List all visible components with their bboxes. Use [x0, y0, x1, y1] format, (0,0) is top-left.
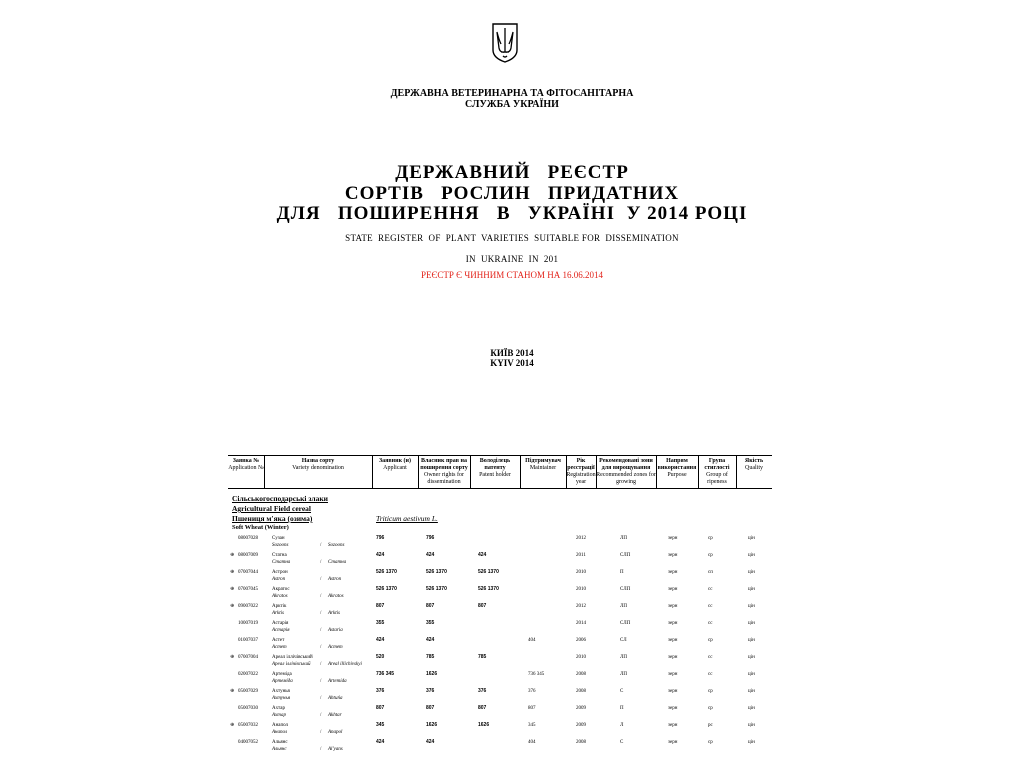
validity-status-note: РЕЄСТР Є ЧИННИМ СТАНОМ НА 16.06.2014 [420, 270, 604, 280]
cell-latname: Aстет [328, 645, 343, 650]
table-row [228, 722, 772, 739]
cell-zone: ЛП [620, 672, 628, 677]
cell-zone: ЛП [620, 655, 628, 660]
cell-zone: СЛП [620, 621, 631, 626]
cell-grp: ср [708, 689, 713, 694]
register-title-line3: ДЛЯ ПОШИРЕННЯ В УКРАЇНІ У 2014 РОЦІ [276, 203, 748, 224]
cell-name: Анапол [272, 723, 289, 728]
city-year-en: KYIV 2014 [490, 358, 534, 368]
cell-mnt: 807 [528, 706, 536, 711]
crop-title-en: Soft Wheat (Winter) [232, 524, 289, 531]
cell-grp: сс [708, 672, 713, 677]
table-row [228, 671, 772, 688]
cell-grp: сс [708, 655, 713, 660]
name-separator: / [320, 713, 322, 718]
cell-app: 01007037 [238, 638, 258, 643]
cell-mnt: 736 345 [528, 672, 545, 677]
cell-grp: сс [708, 621, 713, 626]
cell-name: Альянс [272, 740, 288, 745]
cell-own: 526 1370 [426, 569, 447, 575]
cell-pat: 424 [478, 552, 487, 558]
table-row [228, 603, 772, 620]
cell-name: Астарія [272, 621, 289, 626]
english-subtitle-line2: IN UKRAINE IN 201 [465, 254, 559, 264]
cell-name: Ахтар [272, 706, 285, 711]
city-year-ua: КИЇВ 2014 [490, 348, 534, 358]
cell-purp: зерн [668, 638, 678, 643]
cell-name: Ахтунья [272, 689, 290, 694]
table-row [228, 535, 772, 552]
cell-lat: Sozoons [272, 543, 289, 548]
cell-own: 1626 [426, 671, 438, 677]
cell-pat: 807 [478, 603, 487, 609]
cell-appl: 526 1370 [376, 586, 397, 592]
cell-qual: цін [748, 621, 755, 626]
cell-app: 05007032 [238, 723, 258, 728]
table-row [228, 654, 772, 671]
cell-latname: Anapol [328, 730, 343, 735]
cell-zone: П [620, 706, 624, 711]
cell-lat: Ареал іллічівський [272, 662, 311, 667]
cell-name: Арктік [272, 604, 287, 609]
column-header-variety: Назва сорту Variety denomination [292, 458, 344, 471]
cell-yr: 2012 [576, 604, 586, 609]
cell-yr: 2006 [576, 638, 586, 643]
cell-app: 09007022 [238, 604, 258, 609]
name-separator: / [320, 730, 322, 735]
column-header-purpose: Напрям використання Purpose [657, 458, 697, 478]
cell-pat: 526 1370 [478, 586, 499, 592]
cell-yr: 2010 [576, 570, 586, 575]
cell-lat: Альянс [272, 747, 287, 752]
cell-grp: сп [708, 570, 713, 575]
section-title-en: Agricultural Field cereal [232, 504, 312, 513]
name-separator: / [320, 594, 322, 599]
cell-purp: зерн [668, 740, 678, 745]
cell-yr: 2011 [576, 553, 586, 558]
cell-latname: Ahtuńa [328, 696, 343, 701]
cell-app: 08007028 [238, 536, 258, 541]
name-separator: / [320, 560, 322, 565]
cell-mark: ⊕ [230, 689, 235, 694]
cell-lat: Ахтар [272, 713, 286, 718]
cell-latname: Akhtar [328, 713, 342, 718]
cell-appl: 520 [376, 654, 385, 660]
column-header-owner: Власник прав на поширення сорту Owner rights for dissemination [420, 458, 468, 485]
column-header-year: Рік реєстрації Registration year [566, 458, 596, 485]
cell-qual: цін [748, 655, 755, 660]
cell-latname: Areal illichivskyi [328, 662, 362, 667]
cell-grp: сс [708, 604, 713, 609]
cell-zone: СЛП [620, 553, 631, 558]
cell-yr: 2012 [576, 536, 586, 541]
cell-app: 05007030 [238, 706, 258, 711]
table-top-rule [228, 455, 772, 456]
cell-qual: цін [748, 740, 755, 745]
cell-purp: зерн [668, 536, 678, 541]
cell-qual: цін [748, 723, 755, 728]
cell-purp: зерн [668, 655, 678, 660]
cell-yr: 2010 [576, 587, 586, 592]
cell-purp: зерн [668, 723, 678, 728]
cell-zone: С [620, 689, 624, 694]
cell-latname: Sozoons [328, 543, 345, 548]
cell-zone: ЛП [620, 536, 628, 541]
name-separator: / [320, 611, 322, 616]
cell-yr: 2008 [576, 689, 586, 694]
cell-pat: 807 [478, 705, 487, 711]
section-title-ua: Сільськогосподарські злаки [232, 494, 328, 503]
table-row [228, 586, 772, 603]
cell-pat: 1626 [478, 722, 490, 728]
table-row [228, 620, 772, 637]
cell-zone: СЛ [620, 638, 627, 643]
cell-appl: 807 [376, 705, 385, 711]
column-header-application: Заявка № Application № [228, 458, 264, 471]
name-separator: / [320, 679, 322, 684]
cell-mark: ⊕ [230, 570, 235, 575]
cell-mnt: 404 [528, 740, 536, 745]
cell-own: 785 [426, 654, 435, 660]
cell-zone: СЛП [620, 587, 631, 592]
name-separator: / [320, 747, 322, 752]
cell-latname: Arktis [328, 611, 340, 616]
cell-name: Статна [272, 553, 287, 558]
cell-lat: Астарія [272, 628, 290, 633]
trident-emblem-icon [491, 22, 519, 64]
cell-yr: 2009 [576, 706, 586, 711]
table-row [228, 739, 772, 756]
cell-grp: ср [708, 740, 713, 745]
cell-app: 04007052 [238, 740, 258, 745]
cell-mnt: 376 [528, 689, 536, 694]
cell-own: 424 [426, 637, 435, 643]
register-title-line1: ДЕРЖАВНИЙ РЕЄСТР [395, 162, 629, 183]
cell-own: 796 [426, 535, 435, 541]
cell-yr: 2008 [576, 672, 586, 677]
cell-appl: 424 [376, 552, 385, 558]
cell-zone: Л [620, 723, 624, 728]
cell-app: 07007045 [238, 587, 258, 592]
cell-name: Акратос [272, 587, 290, 592]
cell-app: 05007029 [238, 689, 258, 694]
cell-mnt: 404 [528, 638, 536, 643]
cell-grp: ср [708, 536, 713, 541]
cell-appl: 345 [376, 722, 385, 728]
crop-title-ua: Пшениця м'яка (озима) [232, 514, 313, 523]
cell-purp: зерн [668, 706, 678, 711]
cell-yr: 2008 [576, 740, 586, 745]
cell-mark: ⊕ [230, 604, 235, 609]
cell-qual: цін [748, 570, 755, 575]
agency-name-line1: ДЕРЖАВНА ВЕТЕРИНАРНА ТА ФІТОСАНІТАРНА [390, 88, 634, 99]
cell-appl: 796 [376, 535, 385, 541]
cell-pat: 376 [478, 688, 487, 694]
agency-name-line2: СЛУЖБА УКРАЇНИ [465, 99, 559, 110]
cell-appl: 526 1370 [376, 569, 397, 575]
cell-qual: цін [748, 672, 755, 677]
cell-pat: 785 [478, 654, 487, 660]
name-separator: / [320, 662, 322, 667]
cell-name: Ареал іллічівський [272, 655, 313, 660]
table-row [228, 637, 772, 654]
cell-qual: цін [748, 587, 755, 592]
crop-latin-name: Triticum aestivum L. [376, 514, 438, 523]
column-header-applicant: Заявник (и) Applicant [379, 458, 411, 471]
cell-purp: зерн [668, 672, 678, 677]
cell-qual: цін [748, 604, 755, 609]
cell-own: 526 1370 [426, 586, 447, 592]
cell-appl: 424 [376, 637, 385, 643]
cell-appl: 355 [376, 620, 385, 626]
cell-name: Артеміда [272, 672, 292, 677]
cell-grp: ср [708, 553, 713, 558]
cell-app: 02007022 [238, 672, 258, 677]
cell-purp: зерн [668, 587, 678, 592]
cell-mark: ⊕ [230, 553, 235, 558]
cell-own: 376 [426, 688, 435, 694]
cell-grp: ср [708, 706, 713, 711]
cell-name: Сузан [272, 536, 285, 541]
cell-mark: ⊕ [230, 655, 235, 660]
name-separator: / [320, 543, 322, 548]
cell-latname: Cтатна [328, 560, 347, 565]
cell-lat: Астет [272, 645, 287, 650]
cell-appl: 424 [376, 739, 385, 745]
cell-own: 1626 [426, 722, 438, 728]
cell-own: 424 [426, 739, 435, 745]
cell-latname: Artemida [328, 679, 347, 684]
cell-lat: Анапол [272, 730, 288, 735]
cell-qual: цін [748, 689, 755, 694]
register-title-line2: СОРТІВ РОСЛИН ПРИДАТНИХ [344, 183, 680, 204]
name-separator: / [320, 577, 322, 582]
cell-mark: ⊕ [230, 723, 235, 728]
name-separator: / [320, 628, 322, 633]
column-header-zones: Рекомендовані зони для вирощування Recommended zones for growing [596, 458, 656, 485]
table-row [228, 569, 772, 586]
cell-grp: рс [708, 723, 713, 728]
cell-qual: цін [748, 536, 755, 541]
cell-purp: зерн [668, 604, 678, 609]
cell-app: 07007004 [238, 655, 258, 660]
table-row [228, 552, 772, 569]
cell-yr: 2010 [576, 655, 586, 660]
column-header-quality: Якість Quality [744, 458, 764, 471]
cell-appl: 376 [376, 688, 385, 694]
cell-pat: 526 1370 [478, 569, 499, 575]
cell-lat: Astron [272, 577, 286, 582]
name-separator: / [320, 696, 322, 701]
cell-app: 08007009 [238, 553, 258, 558]
cell-grp: сс [708, 587, 713, 592]
table-row [228, 705, 772, 722]
cell-yr: 2009 [576, 723, 586, 728]
cell-purp: зерн [668, 621, 678, 626]
table-header-rule [228, 488, 772, 489]
name-separator: / [320, 645, 322, 650]
column-header-maintainer: Підтримувач Maintainer [525, 458, 561, 471]
cell-latname: Al'yans [328, 747, 343, 752]
cell-lat: Артеміда [272, 679, 293, 684]
cell-zone: ЛП [620, 604, 628, 609]
cell-own: 807 [426, 705, 435, 711]
cell-qual: цін [748, 706, 755, 711]
cell-qual: цін [748, 553, 755, 558]
cell-appl: 736 345 [376, 671, 395, 677]
cell-purp: зерн [668, 689, 678, 694]
english-subtitle-line1: STATE REGISTER OF PLANT VARIETIES SUITABLE FOR DISSEMINATION [345, 233, 679, 243]
cell-lat: Akratos [272, 594, 288, 599]
cell-lat: Arktis [272, 611, 284, 616]
cell-app: 10007019 [238, 621, 258, 626]
variety-register-table [228, 455, 772, 768]
cell-latname: Astron [328, 577, 342, 582]
cell-purp: зерн [668, 553, 678, 558]
cell-latname: Astaria [328, 628, 343, 633]
column-header-patent-holder: Володілець патенту Patent holder [479, 458, 511, 478]
cell-latname: Akratos [328, 594, 344, 599]
cell-appl: 807 [376, 603, 385, 609]
cell-own: 424 [426, 552, 435, 558]
cell-zone: П [620, 570, 624, 575]
cell-own: 807 [426, 603, 435, 609]
cell-zone: С [620, 740, 624, 745]
cell-lat: Статна [272, 560, 291, 565]
cell-name: Астет [272, 638, 285, 643]
cell-own: 355 [426, 620, 435, 626]
cell-mark: ⊕ [230, 587, 235, 592]
cell-yr: 2014 [576, 621, 586, 626]
column-header-ripeness: Група стиглості Group of ripeness [704, 458, 730, 485]
cell-name: Астрон [272, 570, 288, 575]
table-row [228, 688, 772, 705]
cell-lat: Ахтунья [272, 696, 291, 701]
cell-purp: зерн [668, 570, 678, 575]
cell-app: 07007044 [238, 570, 258, 575]
cell-mnt: 345 [528, 723, 536, 728]
cell-qual: цін [748, 638, 755, 643]
cell-grp: ср [708, 638, 713, 643]
